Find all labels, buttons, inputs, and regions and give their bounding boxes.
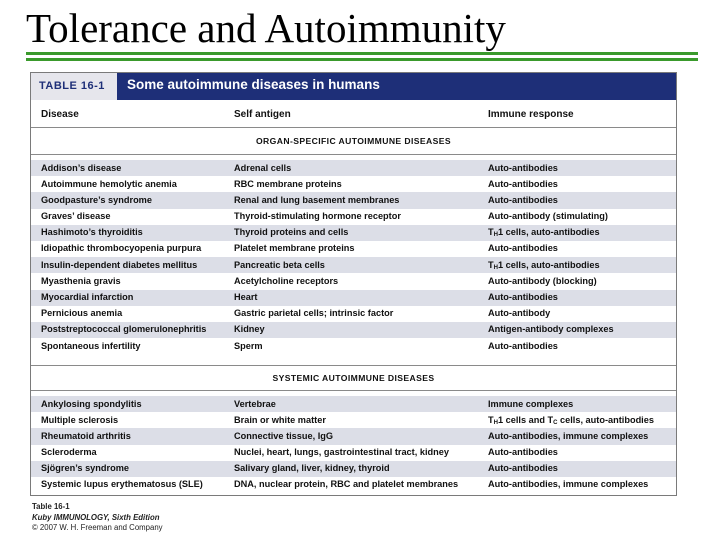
table-row <box>31 338 676 354</box>
self-antigen-cell: Kidney <box>234 324 265 335</box>
table-row <box>31 396 676 412</box>
table-row <box>31 176 676 192</box>
immune-response-cell: Auto-antibodies <box>488 447 558 458</box>
self-antigen-cell: RBC membrane proteins <box>234 178 342 189</box>
disease-cell: Multiple sclerosis <box>41 414 119 425</box>
section-divider <box>31 154 676 155</box>
self-antigen-cell: Renal and lung basement membranes <box>234 194 400 205</box>
immune-response-cell: $T_H1$ cells, auto-antibodies <box>488 227 600 239</box>
systemic-rows <box>31 396 676 493</box>
table-row <box>31 241 676 257</box>
self-antigen-cell: Brain or white matter <box>234 414 326 425</box>
self-antigen-cell: DNA, nuclear protein, RBC and platelet membranes <box>234 479 459 490</box>
disease-cell: Sjögren’s syndrome <box>41 463 129 474</box>
self-antigen-cell: Connective tissue, IgG <box>234 430 334 441</box>
table-row <box>31 445 676 461</box>
disease-cell: Graves’ disease <box>41 211 111 222</box>
immune-response-cell: Antigen-antibody complexes <box>488 324 614 335</box>
table-row <box>31 290 676 306</box>
immune-response-cell: Auto-antibodies <box>488 292 558 302</box>
disease-cell: Scleroderma <box>41 447 97 458</box>
disease-cell: Poststreptococcal glomerulonephritis <box>41 324 207 335</box>
immune-response-cell: Auto-antibodies <box>488 340 558 351</box>
self-antigen-cell: Thyroid-stimulating hormone receptor <box>234 211 401 222</box>
self-antigen-cell: Gastric parietal cells; intrinsic factor <box>234 308 394 319</box>
immune-response-cell: $T_H1$ cells and $T_C$ cells, auto-antibodies <box>488 414 654 426</box>
credit-table-number: Table 16-1 <box>32 502 70 511</box>
credit-book-title: Kuby IMMUNOLOGY, Sixth Edition <box>32 512 160 522</box>
credit-copyright: © 2007 W. H. Freeman and Company <box>32 523 163 532</box>
disease-cell: Idiopathic thrombocyopenia purpura <box>41 243 202 254</box>
column-headers <box>31 100 676 128</box>
disease-cell: Systemic lupus erythematosus (SLE) <box>41 479 203 490</box>
disease-cell: Pernicious anemia <box>41 308 123 319</box>
table-row <box>31 412 676 428</box>
disease-cell: Insulin-dependent diabetes mellitus <box>41 259 198 270</box>
self-antigen-cell: Sperm <box>234 340 263 351</box>
immune-response-cell: Auto-antibody (stimulating) <box>488 211 608 222</box>
section-divider <box>31 390 676 391</box>
table-row <box>31 209 676 225</box>
immune-response-cell: Auto-antibodies <box>488 194 558 205</box>
table-row <box>31 428 676 444</box>
immune-response-cell: Auto-antibodies <box>488 178 558 189</box>
self-antigen-cell: Heart <box>234 292 258 302</box>
disease-cell: Addison’s disease <box>41 162 122 173</box>
column-header-self-antigen: Self antigen <box>234 109 291 120</box>
table-row <box>31 257 676 273</box>
immune-response-cell: Auto-antibodies <box>488 243 558 254</box>
disease-cell: Spontaneous infertility <box>41 340 141 351</box>
immune-response-cell: $T_H1$ cells, auto-antibodies <box>488 259 600 271</box>
self-antigen-cell: Nuclei, heart, lungs, gastrointestinal tract, kidney <box>234 447 449 458</box>
self-antigen-cell: Pancreatic beta cells <box>234 259 325 270</box>
table-row <box>31 273 676 289</box>
table-row <box>31 160 676 176</box>
disease-cell: Myasthenia gravis <box>41 275 121 286</box>
section-title-systemic: SYSTEMIC AUTOIMMUNE DISEASES <box>31 365 676 390</box>
immune-response-cell: Auto-antibody (blocking) <box>488 275 597 286</box>
section-title-organ-specific: ORGAN-SPECIFIC AUTOIMMUNE DISEASES <box>255 136 452 146</box>
self-antigen-cell: Acetylcholine receptors <box>234 275 339 286</box>
self-antigen-cell: Adrenal cells <box>234 162 292 173</box>
immune-response-cell: Auto-antibodies <box>488 463 558 474</box>
immune-response-cell: Auto-antibodies, immune complexes <box>488 430 649 441</box>
disease-cell: Hashimoto’s thyroiditis <box>41 227 143 238</box>
disease-cell: Ankylosing spondylitis <box>41 398 142 409</box>
table-caption: Some autoimmune diseases in humans <box>127 77 380 92</box>
organ-specific-rows <box>31 160 676 354</box>
column-header-immune-response: Immune response <box>488 109 574 120</box>
disease-cell: Autoimmune hemolytic anemia <box>41 178 177 189</box>
table-row <box>31 461 676 477</box>
table-row <box>31 192 676 208</box>
table-row <box>31 477 676 493</box>
self-antigen-cell: Salivary gland, liver, kidney, thyroid <box>234 463 390 474</box>
table-row <box>31 322 676 338</box>
immune-response-cell: Auto-antibody <box>488 308 551 319</box>
self-antigen-cell: Thyroid proteins and cells <box>234 227 349 238</box>
disease-cell: Goodpasture’s syndrome <box>41 194 152 205</box>
table-row <box>31 306 676 322</box>
immune-response-cell: Immune complexes <box>488 398 574 409</box>
self-antigen-cell: Platelet membrane proteins <box>234 243 355 254</box>
table-header-bar <box>31 73 676 100</box>
slide-title: Tolerance and Autoimmunity <box>26 5 506 51</box>
title-underline <box>26 52 698 61</box>
self-antigen-cell: Vertebrae <box>234 398 276 409</box>
table-number: TABLE 16-1 <box>31 73 117 100</box>
table-credit <box>32 502 163 534</box>
autoimmune-diseases-table <box>30 72 677 496</box>
disease-cell: Rheumatoid arthritis <box>41 430 131 441</box>
column-header-disease: Disease <box>41 109 79 120</box>
immune-response-cell: Auto-antibodies <box>488 162 558 173</box>
disease-cell: Myocardial infarction <box>41 292 134 302</box>
table-row <box>31 225 676 241</box>
immune-response-cell: Auto-antibodies, immune complexes <box>488 479 649 490</box>
